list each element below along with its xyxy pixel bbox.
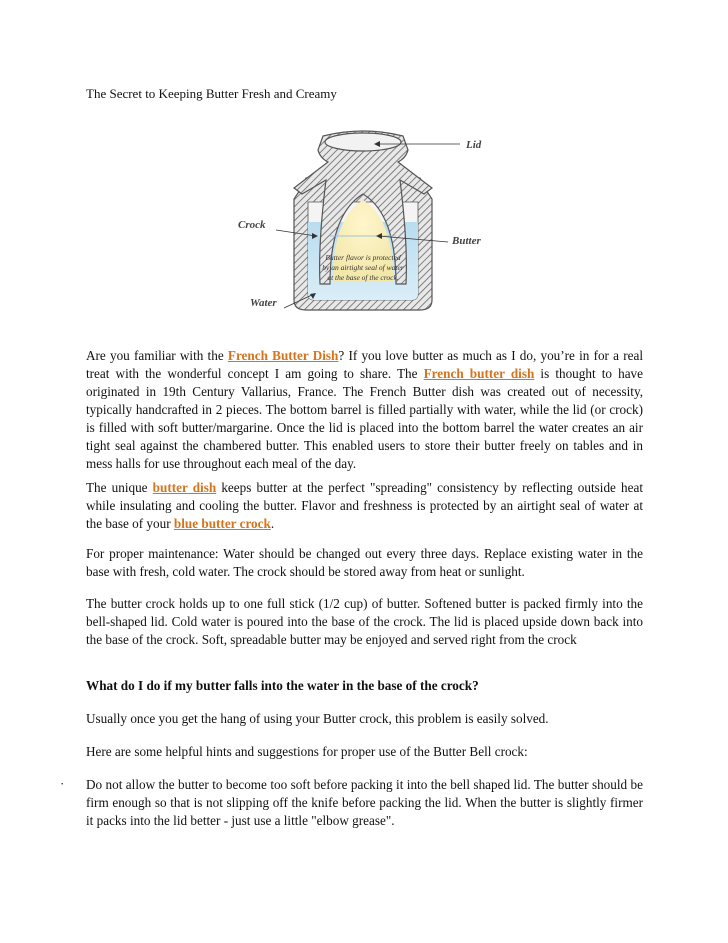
link-butter-dish[interactable]: butter dish xyxy=(152,480,217,495)
note-line-3: at the base of the crock. xyxy=(327,273,399,282)
note-line-1: Butter flavor is protected xyxy=(325,253,401,262)
bullet-item: Do not allow the butter to become too soft before packing it into the bell shaped lid. The butter should be firm enough so that is not slipping off the knife before packing the lid. When the butter is slightly firmer it packs into the lid better - just use a little "elbow grease". xyxy=(86,777,643,828)
paragraph-maintenance: For proper maintenance: Water should be changed out every three days. Replace existing water in the base with fresh, cold water. The crock should be stored away from heat or sunlight. xyxy=(86,546,643,579)
label-crock: Crock xyxy=(238,219,266,231)
link-french-butter-dish[interactable]: French Butter Dish xyxy=(227,348,339,363)
label-lid: Lid xyxy=(466,139,482,151)
label-water: Water xyxy=(250,297,277,309)
note-line-2: by an airtight seal of water xyxy=(322,263,404,272)
paragraph-intro: Are you familiar with the French Butter Dish? If you love butter as much as I do, you’re in for a real treat with the wonderful concept I am going to share. The French butter dish is thought to have originated in 19th Century Vallarius, France. The French Butter dish was created out of necessity, typically handcrafted in 2 pieces. The bottom barrel is filled partially with water, while the lid (or crock) is filled with soft butter/margarine. Once the lid is placed into the bottom barrel the water creates an air tight seal against the chambered butter. This enabled users to store their butter freely on tables and in mess halls for use throughout each meal of the day. xyxy=(86,348,643,471)
label-butter: Butter xyxy=(452,235,481,247)
diagram-svg xyxy=(228,124,498,324)
link-blue-butter-crock[interactable]: blue butter crock xyxy=(173,516,271,531)
paragraph-usually: Usually once you get the hang of using your Butter crock, this problem is easily solved. xyxy=(86,711,549,726)
section-heading: What do I do if my butter falls into the water in the base of the crock? xyxy=(86,678,479,693)
paragraph-hints: Here are some helpful hints and suggestions for proper use of the Butter Bell crock: xyxy=(86,744,528,759)
bullet-marker: · xyxy=(60,776,65,791)
link-french-butter-dish-2[interactable]: French butter dish xyxy=(423,366,535,381)
page-title: The Secret to Keeping Butter Fresh and Creamy xyxy=(86,86,337,101)
paragraph-unique: The unique butter dish keeps butter at the perfect "spreading" consistency by reflecting outside heat while insulating and cooling the butter. Flavor and freshness is protected by an airtight seal of water at the base of your blue butter crock. xyxy=(86,480,643,531)
paragraph-capacity: The butter crock holds up to one full stick (1/2 cup) of butter. Softened butter is packed firmly into the bell-shaped lid. Cold water is poured into the base of the crock. The lid is placed upside down back into the base of the crock. Soft, spreadable butter may be enjoyed and served right from the crock xyxy=(86,596,643,647)
butter-crock-diagram xyxy=(228,124,498,324)
lid-knob xyxy=(325,133,401,151)
